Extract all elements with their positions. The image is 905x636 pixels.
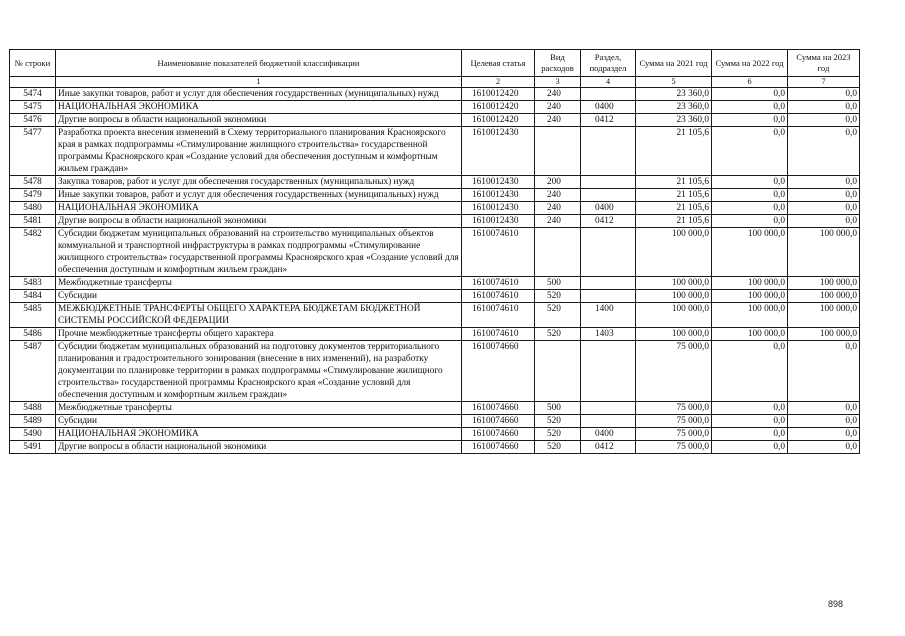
row-number: 5485 bbox=[10, 303, 56, 328]
row-number: 5476 bbox=[10, 114, 56, 127]
row-number: 5474 bbox=[10, 88, 56, 101]
row-number: 5477 bbox=[10, 127, 56, 176]
row-sum-2021: 75 000,0 bbox=[636, 341, 712, 402]
row-target-code: 1610012430 bbox=[462, 215, 535, 228]
row-vid bbox=[535, 127, 581, 176]
row-sum-2023: 0,0 bbox=[788, 215, 860, 228]
row-name: НАЦИОНАЛЬНАЯ ЭКОНОМИКА bbox=[56, 428, 462, 441]
column-index bbox=[10, 77, 56, 88]
row-vid bbox=[535, 341, 581, 402]
row-sum-2021: 75 000,0 bbox=[636, 415, 712, 428]
row-sum-2023: 0,0 bbox=[788, 428, 860, 441]
row-razdel bbox=[581, 176, 636, 189]
row-name: Разработка проекта внесения изменений в Схему территориального планирования Красноярского края в рамках подпрограммы «Стимулирование жилищного строительства» государственной программы Красноярского края «Создание условий для обеспечения доступным и комфортным жильем граждан» bbox=[56, 127, 462, 176]
row-target-code: 1610074610 bbox=[462, 303, 535, 328]
row-sum-2022: 0,0 bbox=[712, 402, 788, 415]
column-index: 3 bbox=[535, 77, 581, 88]
row-number: 5491 bbox=[10, 441, 56, 454]
row-name: Субсидии bbox=[56, 415, 462, 428]
row-target-code: 1610012430 bbox=[462, 189, 535, 202]
header-razdel: Раздел, подраздел bbox=[581, 50, 636, 77]
row-sum-2023: 100 000,0 bbox=[788, 303, 860, 328]
row-name: Закупка товаров, работ и услуг для обеспечения государственных (муниципальных) нужд bbox=[56, 176, 462, 189]
row-sum-2022: 100 000,0 bbox=[712, 303, 788, 328]
row-name: Другие вопросы в области национальной экономики bbox=[56, 441, 462, 454]
row-sum-2023: 0,0 bbox=[788, 176, 860, 189]
header-target: Целевая статья bbox=[462, 50, 535, 77]
header-sum-2021: Сумма на 2021 год bbox=[636, 50, 712, 77]
row-target-code: 1610012430 bbox=[462, 127, 535, 176]
row-vid: 520 bbox=[535, 328, 581, 341]
row-sum-2021: 100 000,0 bbox=[636, 328, 712, 341]
table-row bbox=[10, 428, 860, 441]
row-sum-2023: 0,0 bbox=[788, 341, 860, 402]
row-sum-2022: 0,0 bbox=[712, 127, 788, 176]
row-sum-2023: 0,0 bbox=[788, 202, 860, 215]
row-sum-2021: 75 000,0 bbox=[636, 428, 712, 441]
row-sum-2022: 100 000,0 bbox=[712, 328, 788, 341]
row-target-code: 1610074660 bbox=[462, 402, 535, 415]
table-row bbox=[10, 402, 860, 415]
row-sum-2022: 0,0 bbox=[712, 88, 788, 101]
row-vid: 240 bbox=[535, 88, 581, 101]
row-sum-2022: 100 000,0 bbox=[712, 290, 788, 303]
row-sum-2021: 100 000,0 bbox=[636, 277, 712, 290]
table-row bbox=[10, 101, 860, 114]
row-sum-2021: 21 105,6 bbox=[636, 127, 712, 176]
row-name: Прочие межбюджетные трансферты общего характера bbox=[56, 328, 462, 341]
row-sum-2021: 23 360,0 bbox=[636, 114, 712, 127]
column-index: 7 bbox=[788, 77, 860, 88]
row-sum-2021: 75 000,0 bbox=[636, 402, 712, 415]
row-sum-2022: 0,0 bbox=[712, 202, 788, 215]
row-target-code: 1610074660 bbox=[462, 441, 535, 454]
column-index: 5 bbox=[636, 77, 712, 88]
row-name: НАЦИОНАЛЬНАЯ ЭКОНОМИКА bbox=[56, 101, 462, 114]
table-row bbox=[10, 176, 860, 189]
row-vid: 240 bbox=[535, 101, 581, 114]
row-razdel bbox=[581, 228, 636, 277]
row-target-code: 1610074610 bbox=[462, 290, 535, 303]
row-sum-2022: 100 000,0 bbox=[712, 277, 788, 290]
row-sum-2023: 0,0 bbox=[788, 127, 860, 176]
row-razdel: 0400 bbox=[581, 202, 636, 215]
row-sum-2021: 21 105,6 bbox=[636, 176, 712, 189]
row-name: Другие вопросы в области национальной экономики bbox=[56, 215, 462, 228]
row-target-code: 1610012420 bbox=[462, 114, 535, 127]
row-target-code: 1610074660 bbox=[462, 341, 535, 402]
row-target-code: 1610074660 bbox=[462, 415, 535, 428]
row-target-code: 1610012430 bbox=[462, 202, 535, 215]
row-vid: 240 bbox=[535, 215, 581, 228]
row-vid: 240 bbox=[535, 189, 581, 202]
table-row bbox=[10, 415, 860, 428]
row-number: 5486 bbox=[10, 328, 56, 341]
row-razdel bbox=[581, 402, 636, 415]
row-name: Иные закупки товаров, работ и услуг для обеспечения государственных (муниципальных) нужд bbox=[56, 189, 462, 202]
row-sum-2022: 0,0 bbox=[712, 341, 788, 402]
header-row-no: № строки bbox=[10, 50, 56, 77]
row-razdel bbox=[581, 88, 636, 101]
row-target-code: 1610074610 bbox=[462, 328, 535, 341]
column-index: 6 bbox=[712, 77, 788, 88]
budget-table bbox=[9, 49, 860, 454]
row-vid: 520 bbox=[535, 441, 581, 454]
row-name: Иные закупки товаров, работ и услуг для обеспечения государственных (муниципальных) нужд bbox=[56, 88, 462, 101]
header-vid: Вид расходов bbox=[535, 50, 581, 77]
row-sum-2023: 100 000,0 bbox=[788, 228, 860, 277]
table-row bbox=[10, 441, 860, 454]
row-sum-2022: 100 000,0 bbox=[712, 228, 788, 277]
row-sum-2022: 0,0 bbox=[712, 215, 788, 228]
table-row bbox=[10, 189, 860, 202]
row-sum-2023: 0,0 bbox=[788, 441, 860, 454]
row-vid: 500 bbox=[535, 277, 581, 290]
column-index: 1 bbox=[56, 77, 462, 88]
row-sum-2021: 23 360,0 bbox=[636, 88, 712, 101]
header-name: Наименование показателей бюджетной классификации bbox=[56, 50, 462, 77]
column-index-row bbox=[10, 77, 860, 88]
row-name: Другие вопросы в области национальной экономики bbox=[56, 114, 462, 127]
row-sum-2022: 0,0 bbox=[712, 176, 788, 189]
row-razdel bbox=[581, 277, 636, 290]
row-sum-2021: 100 000,0 bbox=[636, 228, 712, 277]
table-row bbox=[10, 127, 860, 176]
row-number: 5482 bbox=[10, 228, 56, 277]
table-row bbox=[10, 228, 860, 277]
row-sum-2022: 0,0 bbox=[712, 189, 788, 202]
row-target-code: 1610012430 bbox=[462, 176, 535, 189]
table-row bbox=[10, 328, 860, 341]
header-sum-2023: Сумма на 2023 год bbox=[788, 50, 860, 77]
row-name: Субсидии бюджетам муниципальных образований на подготовку документов территориального планирования и градостроительного зонирования (внесение в них изменений), на разработку документации по планировке территории в рамках подпрограммы «Стимулирование жилищного строительства» государственной программы Красноярского края «Создание условий для обеспечения доступным и комфортным жильем граждан» bbox=[56, 341, 462, 402]
row-sum-2022: 0,0 bbox=[712, 428, 788, 441]
row-vid: 520 bbox=[535, 290, 581, 303]
row-vid: 240 bbox=[535, 202, 581, 215]
row-number: 5479 bbox=[10, 189, 56, 202]
page-number: 898 bbox=[828, 599, 844, 609]
column-index: 4 bbox=[581, 77, 636, 88]
row-number: 5487 bbox=[10, 341, 56, 402]
row-sum-2023: 0,0 bbox=[788, 402, 860, 415]
row-vid: 240 bbox=[535, 114, 581, 127]
row-sum-2023: 0,0 bbox=[788, 88, 860, 101]
row-vid bbox=[535, 228, 581, 277]
row-razdel bbox=[581, 127, 636, 176]
row-vid: 500 bbox=[535, 402, 581, 415]
row-razdel bbox=[581, 290, 636, 303]
table-row bbox=[10, 277, 860, 290]
row-name: НАЦИОНАЛЬНАЯ ЭКОНОМИКА bbox=[56, 202, 462, 215]
row-sum-2023: 0,0 bbox=[788, 114, 860, 127]
row-sum-2021: 21 105,6 bbox=[636, 215, 712, 228]
row-sum-2023: 100 000,0 bbox=[788, 290, 860, 303]
row-sum-2022: 0,0 bbox=[712, 415, 788, 428]
row-name: Межбюджетные трансферты bbox=[56, 277, 462, 290]
row-name: Межбюджетные трансферты bbox=[56, 402, 462, 415]
row-sum-2022: 0,0 bbox=[712, 101, 788, 114]
row-target-code: 1610074610 bbox=[462, 277, 535, 290]
row-name: Субсидии bbox=[56, 290, 462, 303]
row-number: 5488 bbox=[10, 402, 56, 415]
row-sum-2021: 75 000,0 bbox=[636, 441, 712, 454]
header-sum-2022: Сумма на 2022 год bbox=[712, 50, 788, 77]
row-target-code: 1610012420 bbox=[462, 88, 535, 101]
row-number: 5475 bbox=[10, 101, 56, 114]
row-sum-2022: 0,0 bbox=[712, 441, 788, 454]
row-razdel: 0400 bbox=[581, 101, 636, 114]
table-row bbox=[10, 290, 860, 303]
column-index: 2 bbox=[462, 77, 535, 88]
table-row bbox=[10, 303, 860, 328]
row-razdel: 0412 bbox=[581, 215, 636, 228]
row-razdel: 0412 bbox=[581, 441, 636, 454]
row-name: Субсидии бюджетам муниципальных образований на строительство муниципальных объектов коммунальной и транспортной инфраструктуры в рамках подпрограммы «Стимулирование жилищного строительства» государственной программы Красноярского края «Создание условий для обеспечения доступным и комфортным жильем граждан» bbox=[56, 228, 462, 277]
row-vid: 520 bbox=[535, 415, 581, 428]
row-sum-2021: 23 360,0 bbox=[636, 101, 712, 114]
row-sum-2022: 0,0 bbox=[712, 114, 788, 127]
row-sum-2023: 0,0 bbox=[788, 415, 860, 428]
table-row bbox=[10, 88, 860, 101]
row-number: 5480 bbox=[10, 202, 56, 215]
table-body bbox=[10, 88, 860, 454]
row-vid: 200 bbox=[535, 176, 581, 189]
table-row bbox=[10, 202, 860, 215]
row-target-code: 1610012420 bbox=[462, 101, 535, 114]
row-sum-2023: 100 000,0 bbox=[788, 277, 860, 290]
row-vid: 520 bbox=[535, 303, 581, 328]
row-sum-2021: 21 105,6 bbox=[636, 202, 712, 215]
row-vid: 520 bbox=[535, 428, 581, 441]
row-razdel bbox=[581, 189, 636, 202]
header-row bbox=[10, 50, 860, 77]
row-sum-2023: 0,0 bbox=[788, 101, 860, 114]
row-razdel: 1403 bbox=[581, 328, 636, 341]
row-sum-2023: 0,0 bbox=[788, 189, 860, 202]
row-number: 5481 bbox=[10, 215, 56, 228]
row-razdel: 0400 bbox=[581, 428, 636, 441]
row-number: 5478 bbox=[10, 176, 56, 189]
row-sum-2021: 21 105,6 bbox=[636, 189, 712, 202]
row-number: 5489 bbox=[10, 415, 56, 428]
table-row bbox=[10, 341, 860, 402]
row-target-code: 1610074610 bbox=[462, 228, 535, 277]
row-number: 5483 bbox=[10, 277, 56, 290]
row-razdel: 1400 bbox=[581, 303, 636, 328]
row-sum-2021: 100 000,0 bbox=[636, 290, 712, 303]
row-razdel bbox=[581, 341, 636, 402]
table-row bbox=[10, 114, 860, 127]
row-target-code: 1610074660 bbox=[462, 428, 535, 441]
table-row bbox=[10, 215, 860, 228]
row-razdel bbox=[581, 415, 636, 428]
row-sum-2021: 100 000,0 bbox=[636, 303, 712, 328]
row-name: МЕЖБЮДЖЕТНЫЕ ТРАНСФЕРТЫ ОБЩЕГО ХАРАКТЕРА БЮДЖЕТАМ БЮДЖЕТНОЙ СИСТЕМЫ РОССИЙСКОЙ ФЕДЕРАЦИИ bbox=[56, 303, 462, 328]
row-number: 5484 bbox=[10, 290, 56, 303]
row-number: 5490 bbox=[10, 428, 56, 441]
row-sum-2023: 100 000,0 bbox=[788, 328, 860, 341]
row-razdel: 0412 bbox=[581, 114, 636, 127]
